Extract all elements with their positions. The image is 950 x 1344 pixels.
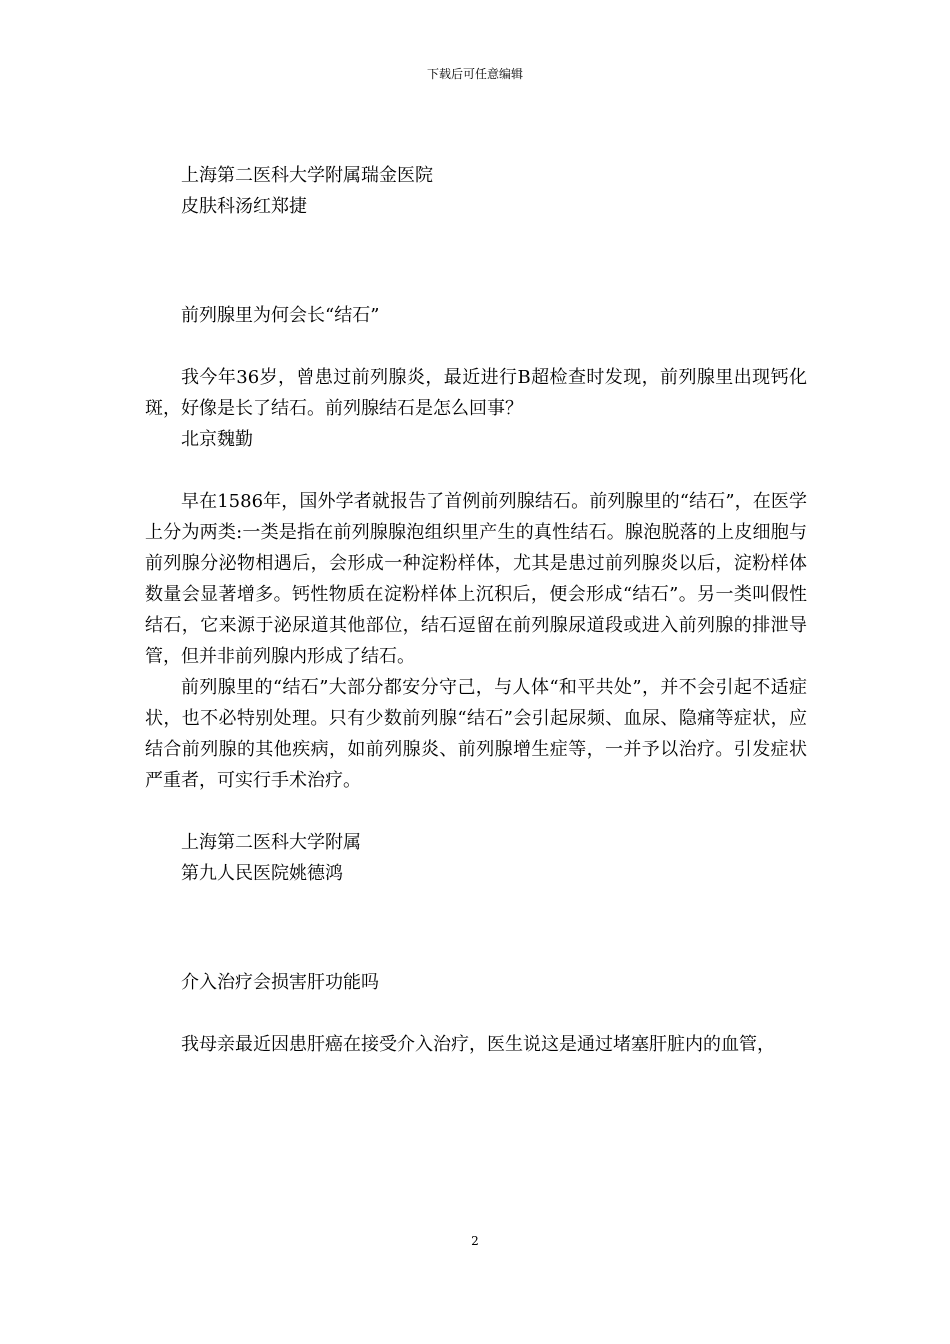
spacer <box>145 222 807 300</box>
article-title-liver: 介入治疗会损害肝功能吗 <box>181 972 379 993</box>
page-header: 下载后可任意编辑 <box>426 67 523 81</box>
spacer <box>145 998 807 1029</box>
affiliation-ruijin: 上海第二医科大学附属瑞金医院 <box>181 165 433 186</box>
document-body <box>145 160 807 1060</box>
authors-dermatology: 皮肤科汤红郑捷 <box>181 196 307 217</box>
spacer <box>145 455 807 486</box>
page-number: 2 <box>471 1234 479 1248</box>
authors-ninth-hospital: 第九人民医院姚德鸿 <box>181 863 343 884</box>
spacer <box>145 796 807 827</box>
affiliation-ninth-hospital: 上海第二医科大学附属 <box>181 832 361 853</box>
spacer <box>145 331 807 362</box>
answer-paragraph-2: 前列腺里的“结石”大部分都安分守己，与人体“和平共处”，并不会引起不适症状，也不必特别处理。只有少数前列腺“结石”会引起尿频、血尿、隐痛等症状，应结合前列腺的其他疾病，如前列腺炎、前列腺增生症等，一并予以治疗。引发症状严重者，可实行手术治疗。 <box>145 677 807 791</box>
reader-question-prostate: 我今年36岁，曾患过前列腺炎，最近进行B超检查时发现，前列腺里出现钙化斑，好像是长了结石。前列腺结石是怎么回事？ <box>145 367 807 419</box>
answer-paragraph-1: 早在1586年，国外学者就报告了首例前列腺结石。前列腺里的“结石”，在医学上分为两类:一类是指在前列腺腺泡组织里产生的真性结石。腺泡脱落的上皮细胞与前列腺分泌物相遇后，会形成一种淀粉样体，尤其是患过前列腺炎以后，淀粉样体数量会显著增多。钙性物质在淀粉样体上沉积后，便会形成“结石”。另一类叫假性结石，它来源于泌尿道其他部位，结石逗留在前列腺尿道段或进入前列腺的排泄导管，但并非前列腺内形成了结石。 <box>145 491 807 667</box>
article-title-prostate: 前列腺里为何会长“结石” <box>181 305 380 326</box>
reader-name: 北京魏勤 <box>181 429 253 450</box>
reader-question-liver: 我母亲最近因患肝癌在接受介入治疗，医生说这是通过堵塞肝脏内的血管， <box>181 1034 775 1055</box>
spacer <box>145 889 807 967</box>
